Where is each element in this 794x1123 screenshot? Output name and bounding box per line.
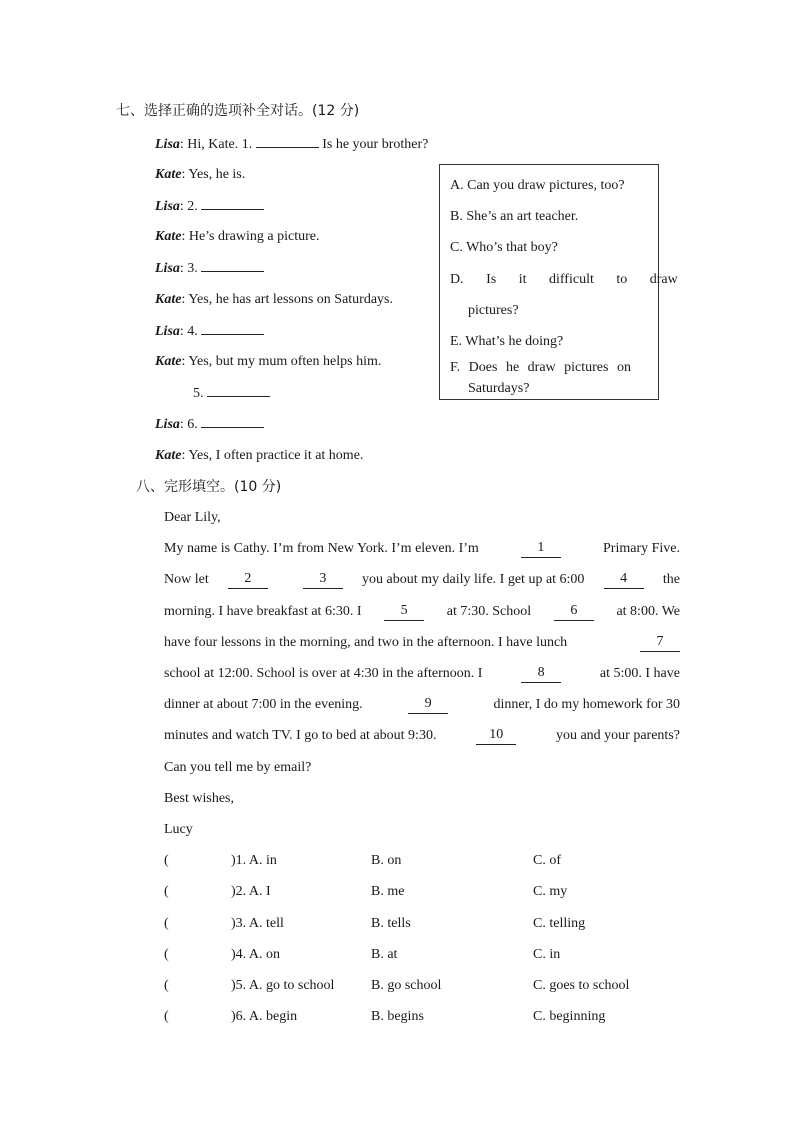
passage-text: Now let [164, 572, 213, 587]
passage-text: the [659, 572, 680, 587]
dialogue-line: Kate: Yes, he has art lessons on Saturdays. [155, 292, 394, 307]
option-f: F. Does he draw pictures on [450, 360, 631, 375]
passage-text: at 7:30. School [443, 604, 535, 619]
option-a-text: )3. A. tell [231, 916, 284, 931]
answer-paren[interactable]: ( [164, 1009, 169, 1024]
section-8-title: 八、完形填空。(10 分) [136, 479, 282, 495]
speaker-name: Lisa [155, 417, 180, 432]
dialogue-text: 2. [187, 199, 202, 214]
dialogue-text: 4. [187, 324, 202, 339]
option-a-text: )5. A. go to school [231, 978, 335, 993]
passage-text: dinner at about 7:00 in the evening. [164, 697, 367, 712]
answer-blank[interactable] [201, 415, 264, 428]
passage-line [164, 571, 680, 589]
speaker-name: Kate [155, 354, 182, 369]
letter-salutation: Dear Lily, [164, 510, 221, 525]
cloze-blank-6[interactable]: 6 [554, 603, 594, 621]
speaker-name: Kate [155, 229, 182, 244]
cloze-blank-10[interactable]: 10 [476, 727, 516, 745]
dialogue-line: Lisa: 6. [155, 415, 264, 434]
option-b-text: B. go school [371, 978, 442, 993]
option-b-text: B. at [371, 947, 398, 962]
option-c-text: C. of [533, 853, 561, 868]
option-a-text: )4. A. on [231, 947, 280, 962]
answer-blank[interactable] [256, 135, 319, 148]
dialogue-text: Yes, but my mum often helps him. [188, 354, 382, 369]
option-a: A. Can you draw pictures, too? [450, 178, 625, 193]
passage-text: you and your parents? [552, 728, 680, 743]
passage-line [164, 727, 680, 745]
option-b-text: B. on [371, 853, 402, 868]
dialogue-text: Is he your brother? [318, 137, 429, 152]
passage-text: you about my daily life. I get up at 6:00 [358, 572, 588, 587]
passage-text: dinner, I do my homework for 30 [490, 697, 680, 712]
option-a-text: )1. A. in [231, 853, 277, 868]
answer-paren[interactable]: ( [164, 947, 169, 962]
passage-text: have four lessons in the morning, and two in the afternoon. I have lunch [164, 635, 571, 650]
option-c-text: C. telling [533, 916, 586, 931]
passage-text: morning. I have breakfast at 6:30. I [164, 604, 365, 619]
option-c-text: C. beginning [533, 1009, 606, 1024]
speaker-name: Lisa [155, 137, 180, 152]
dialogue-line: Lisa: 3. [155, 259, 264, 278]
answer-blank[interactable] [207, 384, 270, 397]
speaker-name: Kate [155, 448, 182, 463]
cloze-blank-2[interactable]: 2 [228, 571, 268, 589]
speaker-name: Kate [155, 167, 182, 182]
speaker-name: Lisa [155, 261, 180, 276]
option-e: E. What’s he doing? [450, 334, 564, 349]
answer-paren[interactable]: ( [164, 916, 169, 931]
option-c-text: C. goes to school [533, 978, 630, 993]
option-a-text: )2. A. I [231, 884, 271, 899]
passage-line [164, 603, 680, 621]
answer-paren[interactable]: ( [164, 853, 169, 868]
option-b: B. She’s an art teacher. [450, 209, 579, 224]
passage-text: school at 12:00. School is over at 4:30 in the afternoon. I [164, 666, 486, 681]
section-7-title: 七、选择正确的选项补全对话。(12 分) [116, 103, 360, 119]
answer-paren[interactable]: ( [164, 884, 169, 899]
dialogue-line: Lisa: 2. [155, 197, 264, 216]
option-d-cont: pictures? [468, 303, 519, 318]
answer-blank[interactable] [201, 259, 264, 272]
cloze-blank-3[interactable]: 3 [303, 571, 343, 589]
option-f-cont: Saturdays? [468, 381, 530, 396]
dialogue-text: Yes, he has art lessons on Saturdays. [188, 292, 394, 307]
letter-signature: Lucy [164, 822, 193, 837]
option-c-text: C. my [533, 884, 568, 899]
dialogue-text: He’s drawing a picture. [188, 229, 320, 244]
dialogue-text: 6. [187, 417, 202, 432]
dialogue-text: Yes, he is. [188, 167, 246, 182]
dialogue-line [193, 384, 270, 403]
passage-text: at 5:00. I have [596, 666, 680, 681]
answer-paren[interactable]: ( [164, 978, 169, 993]
passage-text: minutes and watch TV. I go to bed at about 9:30. [164, 728, 440, 743]
passage-line [164, 634, 680, 652]
options-box [439, 164, 678, 400]
passage-line [164, 759, 311, 777]
option-a-text: )6. A. begin [231, 1009, 298, 1024]
dialogue-line: Lisa: 4. [155, 322, 264, 341]
option-d: D. Is it difficult to draw [450, 272, 678, 287]
cloze-blank-7[interactable]: 7 [640, 634, 680, 652]
speaker-name: Kate [155, 292, 182, 307]
passage-text: Can you tell me by email? [164, 760, 312, 775]
passage-line [164, 696, 680, 714]
option-c-text: C. in [533, 947, 561, 962]
option-b-text: B. tells [371, 916, 411, 931]
dialogue-text: 5. [193, 386, 207, 401]
passage-line [164, 540, 680, 558]
dialogue-line: Kate: Yes, but my mum often helps him. [155, 354, 382, 369]
cloze-blank-8[interactable]: 8 [521, 665, 561, 683]
dialogue-line: Kate: Yes, he is. [155, 167, 246, 182]
passage-text: at 8:00. We [612, 604, 680, 619]
passage-text [284, 571, 288, 589]
option-c: C. Who’s that boy? [450, 240, 558, 255]
passage-text: My name is Cathy. I’m from New York. I’m eleven. I’m [164, 541, 483, 556]
cloze-blank-4[interactable]: 4 [604, 571, 644, 589]
dialogue-line: Kate: He’s drawing a picture. [155, 229, 320, 244]
passage-line [164, 665, 680, 683]
option-b-text: B. me [371, 884, 405, 899]
letter-closing: Best wishes, [164, 791, 234, 806]
dialogue-line: Kate: Yes, I often practice it at home. [155, 448, 364, 463]
option-b-text: B. begins [371, 1009, 424, 1024]
answer-blank[interactable] [201, 322, 264, 335]
passage-text: Primary Five. [599, 541, 680, 556]
cloze-blank-9[interactable]: 9 [408, 696, 448, 714]
speaker-name: Lisa [155, 324, 180, 339]
dialogue-text: Hi, Kate. 1. [187, 137, 256, 152]
answer-blank[interactable] [201, 197, 264, 210]
cloze-blank-5[interactable]: 5 [384, 603, 424, 621]
speaker-name: Lisa [155, 199, 180, 214]
dialogue-text: Yes, I often practice it at home. [188, 448, 364, 463]
dialogue-text: 3. [187, 261, 202, 276]
cloze-blank-1[interactable]: 1 [521, 540, 561, 558]
dialogue-line: Lisa: Hi, Kate. 1. Is he your brother? [155, 137, 429, 152]
